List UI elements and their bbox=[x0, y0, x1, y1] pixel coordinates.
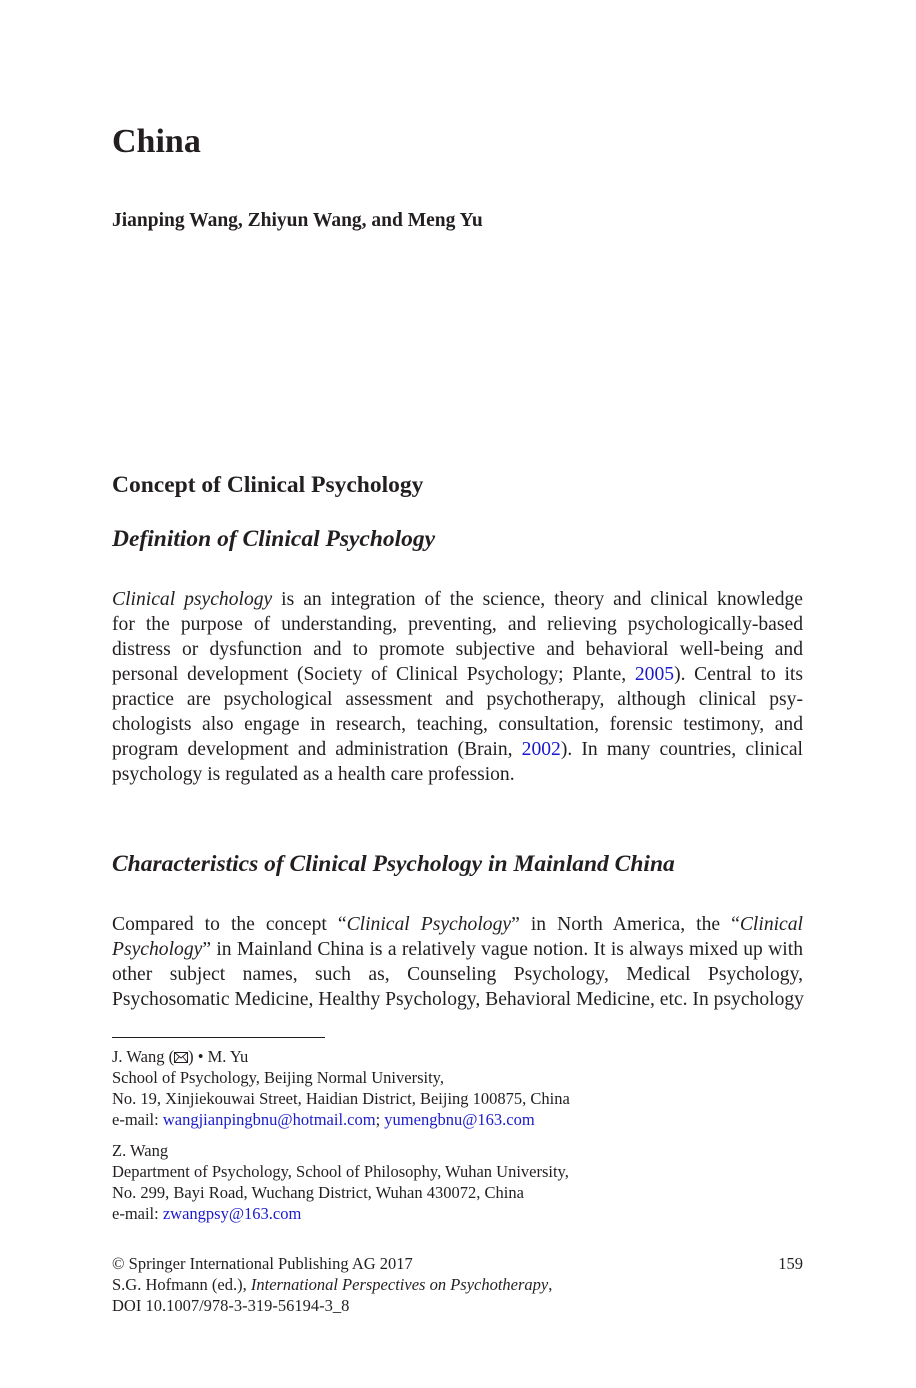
envelope-icon bbox=[174, 1047, 188, 1058]
term-italic: Clinical psychology bbox=[112, 589, 273, 610]
footnote-line: Z. Wang bbox=[112, 1141, 169, 1160]
email-link-yu[interactable]: yumengbnu@163.com bbox=[384, 1110, 535, 1129]
footnote-affiliation-bnu bbox=[112, 1046, 570, 1130]
publication-info bbox=[112, 1253, 552, 1316]
footnote-line: J. Wang ( ) • M. Yu bbox=[112, 1047, 249, 1066]
footnote-line: e-mail: wangjianpingbnu@hotmail.com; yumengbnu@163.com bbox=[112, 1110, 535, 1129]
citation-link-brain[interactable]: 2002 bbox=[521, 739, 561, 760]
footnote-line: No. 299, Bayi Road, Wuchang District, Wuhan 430072, China bbox=[112, 1183, 524, 1202]
subsection-heading-definition: Definition of Clinical Psychology bbox=[112, 526, 436, 552]
footnote-divider bbox=[112, 1037, 325, 1038]
subsection-heading-characteristics: Characteristics of Clinical Psychology in Mainland China bbox=[112, 851, 675, 877]
footnote-line: No. 19, Xinjiekouwai Street, Haidian District, Beijing 100875, China bbox=[112, 1089, 570, 1108]
email-link-zwang[interactable]: zwangpsy@163.com bbox=[162, 1204, 302, 1223]
paragraph-line: program development and administration (Brain, 2002). In many countries, clinical bbox=[112, 739, 803, 760]
citation-link-plante[interactable]: 2005 bbox=[634, 664, 675, 685]
paragraph-line: chologists also engage in research, teaching, consultation, forensic testimony, and bbox=[112, 714, 803, 735]
paragraph-characteristics bbox=[112, 912, 803, 1012]
paragraph-line: Clinical psychology is an integration of the science, theory and clinical knowledge bbox=[112, 589, 803, 610]
paragraph-line: Psychology” in Mainland China is a relatively vague notion. It is always mixed up with bbox=[112, 939, 803, 960]
paragraph-line: distress or dysfunction and to promote subjective and behavioral well-being and bbox=[112, 639, 803, 660]
footnote-line: e-mail: zwangpsy@163.com bbox=[112, 1204, 302, 1223]
footnote-line: Department of Psychology, School of Philosophy, Wuhan University, bbox=[112, 1162, 569, 1181]
email-link-wang[interactable]: wangjianpingbnu@hotmail.com bbox=[162, 1110, 376, 1129]
paragraph-line: practice are psychological assessment and psychotherapy, although clinical psy- bbox=[112, 689, 803, 710]
chapter-authors: Jianping Wang, Zhiyun Wang, and Meng Yu bbox=[112, 210, 483, 231]
paragraph-definition bbox=[112, 587, 803, 787]
footnote-affiliation-whu bbox=[112, 1140, 569, 1224]
book-title: International Perspectives on Psychotherapy bbox=[250, 1275, 549, 1294]
footnote-line: School of Psychology, Beijing Normal University, bbox=[112, 1068, 444, 1087]
paragraph-line: other subject names, such as, Counseling Psychology, Medical Psychology, bbox=[112, 964, 803, 985]
paragraph-line: Compared to the concept “Clinical Psychology” in North America, the “Clinical bbox=[112, 914, 803, 935]
copyright-line: © Springer International Publishing AG 2017 bbox=[112, 1254, 413, 1273]
paragraph-line: personal development (Society of Clinical Psychology; Plante, 2005). Central to its bbox=[112, 664, 803, 685]
doi-line: DOI 10.1007/978-3-319-56194-3_8 bbox=[112, 1296, 350, 1315]
paragraph-line: for the purpose of understanding, preventing, and relieving psychologically-based bbox=[112, 614, 803, 635]
book-citation-line: S.G. Hofmann (ed.), International Perspectives on Psychotherapy, bbox=[112, 1275, 553, 1294]
paragraph-line: Psychosomatic Medicine, Healthy Psychology, Behavioral Medicine, etc. In psychology bbox=[112, 989, 804, 1010]
paragraph-line: psychology is regulated as a health care profession. bbox=[112, 764, 515, 785]
section-heading: Concept of Clinical Psychology bbox=[112, 472, 424, 498]
page-number: 159 bbox=[778, 1254, 803, 1273]
chapter-title: China bbox=[112, 123, 201, 160]
